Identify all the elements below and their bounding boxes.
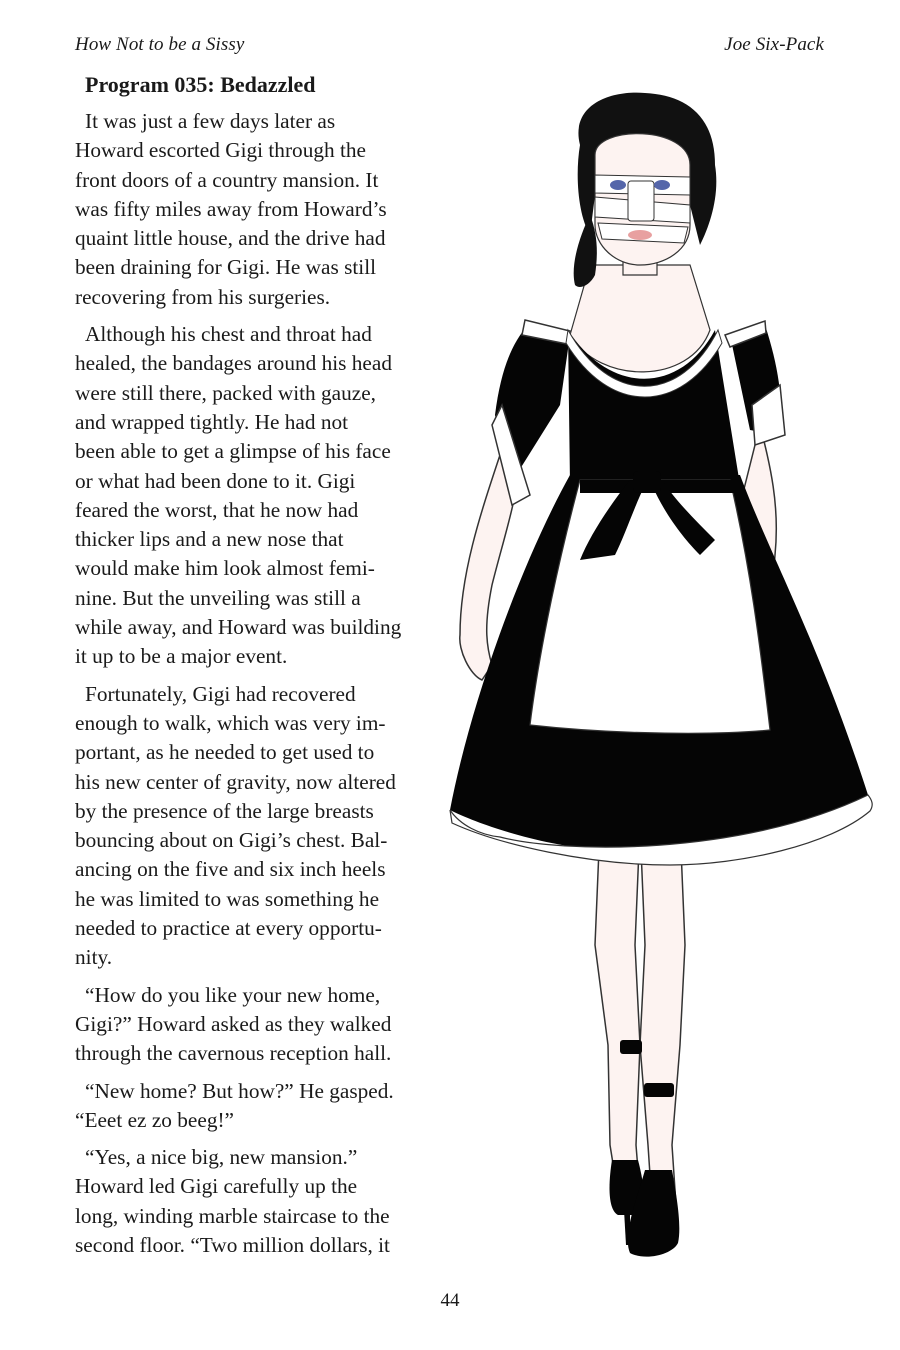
text-line: “Eeet ez zo beeg!” [75,1107,235,1132]
text-line: nine. But the unveiling was still a [75,585,361,610]
text-line: been able to get a glimpse of his face [75,439,391,464]
text-line: Although his chest and throat had [85,322,372,347]
text-line: Fortunately, Gigi had recovered [85,681,356,706]
paragraph [75,107,437,312]
apron-bow-knot [633,471,661,493]
text-line: bouncing about on Gigi’s chest. Bal- [75,828,388,853]
text-line: by the presence of the large breasts [75,798,374,823]
text-line: his new center of gravity, now altered [75,769,396,794]
text-line: would make him look almost femi- [75,556,375,581]
text-line: It was just a few days later as [85,109,336,133]
text-line: long, winding marble staircase to the [75,1203,390,1228]
ankle-strap [620,1040,642,1054]
figure-head [574,93,717,287]
running-head-author: Joe Six-Pack [724,34,824,55]
text-line: “New home? But how?” He gasped. [85,1078,394,1103]
eye [610,180,626,190]
maid-figure-illustration [440,85,890,1265]
text-line: and wrapped tightly. He had not [75,409,349,434]
text-line: needed to practice at every opportu- [75,916,382,941]
text-line: “Yes, a nice big, new mansion.” [85,1145,358,1170]
paragraph [75,1077,437,1136]
paragraph [75,680,437,973]
text-line: been draining for Gigi. He was still [75,255,377,280]
paragraph [75,320,437,672]
text-line: thicker lips and a new nose that [75,527,344,552]
text-line: or what had been done to it. Gigi [75,468,356,493]
paragraph [75,1143,437,1260]
text-line: it up to be a major event. [75,644,288,669]
text-line: Howard escorted Gigi through the [75,138,366,163]
paragraph [75,981,437,1069]
text-line: ancing on the five and six inch heels [75,857,386,882]
text-line: were still there, packed with gauze, [75,380,376,405]
page-number: 44 [440,1290,460,1311]
text-line: front doors of a country mansion. It [75,167,379,192]
text-line: Gigi?” Howard asked as they walked [75,1011,392,1036]
figure-legs [595,825,685,1205]
text-line: Howard led Gigi carefully up the [75,1174,358,1199]
text-line: enough to walk, which was very im- [75,710,386,735]
running-head-book-title: How Not to be a Sissy [75,34,245,55]
lips [628,230,652,240]
hair-braid [574,215,597,287]
text-line: “How do you like your new home, [85,982,381,1007]
text-line: he was limited to was something he [75,886,380,911]
text-line: was fifty miles away from Howard’s [75,196,387,221]
chapter-title: Program 035: Bedazzled [85,72,316,97]
text-line: feared the worst, that he now had [75,497,359,522]
text-line: through the cavernous reception hall. [75,1041,392,1066]
text-line: recovering from his surgeries. [75,284,331,309]
ankle-strap [644,1083,674,1097]
figure-shoes [610,1160,680,1257]
text-line: second floor. “Two million dollars, it [75,1232,390,1257]
text-line: quaint little house, and the drive had [75,226,386,251]
text-line: nity. [75,945,113,970]
eye [654,180,670,190]
body-text-column [75,70,437,1268]
text-line: healed, the bandages around his head [75,351,392,376]
text-line: while away, and Howard was building [75,615,402,640]
text-line: portant, as he needed to get used to [75,740,375,765]
